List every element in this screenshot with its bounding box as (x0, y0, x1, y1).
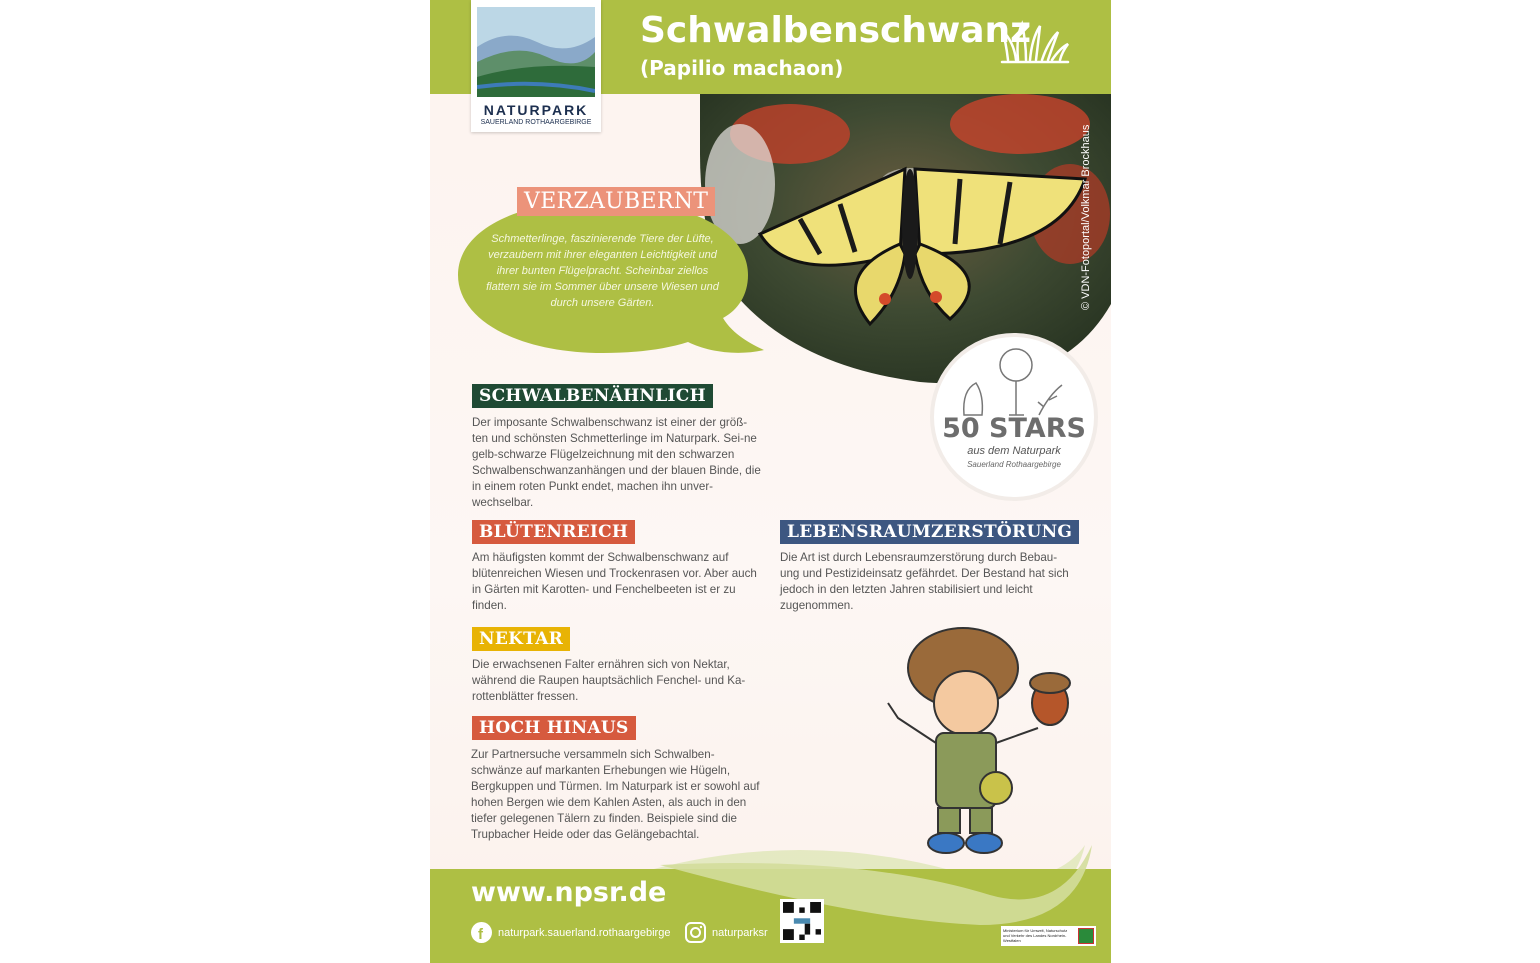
section-label-lebensraumzerstoerung: LEBENSRAUMZERSTÖRUNG (780, 520, 1079, 544)
badge-line2: Sauerland Rothaargebirge (967, 460, 1061, 469)
instagram-icon (685, 922, 706, 943)
section-label-hoch-hinaus: HOCH HINAUS (472, 716, 636, 740)
ministry-logo (1001, 926, 1096, 946)
instagram-link[interactable] (685, 922, 768, 943)
section-label-nektar: NEKTAR (472, 627, 570, 651)
instagram-handle: naturparksr (712, 926, 768, 939)
section-text-bluetenreich: Am häufigsten kommt der Schwalbenschwanz auf blütenreichen Wiesen und Trockenrasen vor. Aber auch in Gärten mit Karotten- und Fenchelbeeten ist er zu finden. (472, 551, 757, 612)
page-title: Schwalbenschwanz (640, 10, 1032, 51)
acorn-mascot (878, 608, 1078, 858)
facebook-link[interactable] (471, 922, 670, 943)
intro-label: VERZAUBERNT (517, 187, 715, 216)
badge-title: 50 STARS (942, 413, 1086, 444)
badge-line1: aus dem Naturpark (967, 445, 1061, 457)
page-subtitle: (Papilio machaon) (640, 56, 844, 80)
tree-bird-icon (954, 345, 1074, 420)
nrw-crest-icon (1078, 928, 1094, 944)
ministry-name: Ministerium für Umwelt, Naturschutz und Verkehr des Landes Nordrhein-Westfalen (1003, 928, 1068, 943)
section-text-nektar: Die erwachsenen Falter ernähren sich von Nektar, während die Raupen hauptsächlich Fenchel- und Ka-rottenblätter fressen. (472, 658, 746, 703)
facebook-handle: naturpark.sauerland.rothaargebirge (498, 926, 671, 939)
poster (430, 0, 1111, 963)
svg-text:f: f (478, 926, 483, 943)
grass-icon (1000, 20, 1070, 64)
logo-name: NATURPARK (483, 102, 589, 118)
logo-subtitle: SAUERLAND ROTHAARGEBIRGE (480, 119, 592, 126)
section-label-bluetenreich: BLÜTENREICH (472, 520, 635, 544)
naturpark-logo (471, 0, 601, 132)
qr-code[interactable] (780, 899, 824, 943)
section-text-schwalbenaehnlich: Der imposante Schwalbenschwanz ist einer der größ-ten und schönsten Schmetterlinge im Naturpark. Sei-ne gelb-schwarze Flügelzeichnung mit den schwarzen Schwalbenschwanzanhängen und der blauen Binde, die in einem roten Punkt endet, machen ihn unver-wechselbar. (472, 416, 761, 509)
facebook-icon (471, 922, 492, 943)
section-label-schwalbenaehnlich: SCHWALBENÄHNLICH (472, 384, 713, 408)
50-stars-badge (930, 333, 1098, 501)
section-text-hoch-hinaus: Zur Partnersuche versammeln sich Schwalben-schwänze auf markanten Erhebungen wie Hügeln, Bergkuppen und Türmen. Im Naturpark ist er sowohl auf hohen Bergen wie dem Kahlen Asten, als auch in den tiefer gelegenen Tälern zu finden. Beispiele sind die Trupbacher Heide oder das Gelängebachtal. (471, 748, 760, 841)
website-link[interactable]: www.npsr.de (471, 877, 667, 908)
photo-credit: © VDN-Fotoportal/Volkmar Brockhaus (1080, 124, 1092, 310)
intro-text: Schmetterlinge, faszinierende Tiere der Lüfte, verzaubern mit ihrer eleganten Leichtigkeit und ihrer bunten Flügelpracht. Scheinbar ziellos flattern sie im Sommer über unsere Wiesen und durch unsere Gärten. (486, 233, 719, 309)
section-text-lebensraumzerstoerung: Die Art ist durch Lebensraumzerstörung durch Bebau-ung und Pestizideinsatz gefährdet. Der Bestand hat sich jedoch in den letzten Jahren stabilisiert und leicht zugenommen. (780, 551, 1069, 612)
